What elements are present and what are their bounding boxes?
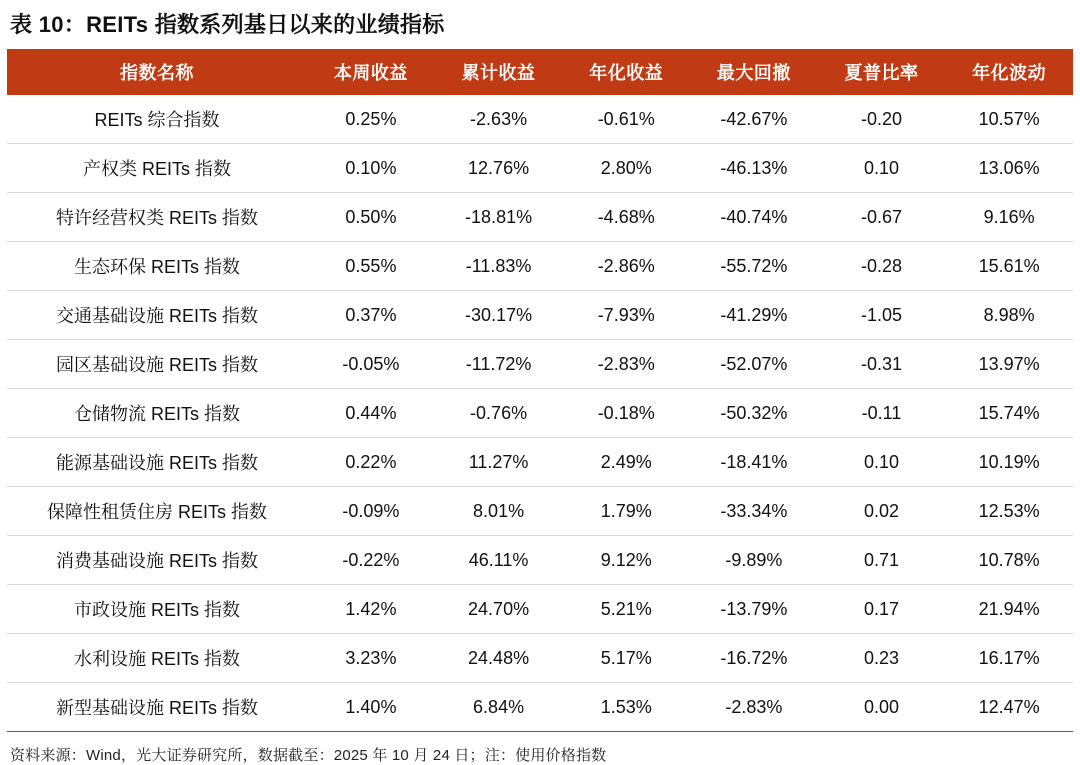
table-row bbox=[7, 487, 1073, 536]
table-body bbox=[7, 95, 1073, 732]
cell-annualized-volatility: 12.47% bbox=[945, 683, 1073, 732]
cell-weekly-return: -0.22% bbox=[307, 536, 435, 585]
cell-cumulative-return: 6.84% bbox=[435, 683, 563, 732]
cell-weekly-return: 0.10% bbox=[307, 144, 435, 193]
row-label: 特许经营权类 REITs 指数 bbox=[7, 193, 307, 242]
cell-sharpe-ratio: 0.17 bbox=[818, 585, 946, 634]
cell-sharpe-ratio: 0.23 bbox=[818, 634, 946, 683]
cell-weekly-return: -0.05% bbox=[307, 340, 435, 389]
cell-sharpe-ratio: -0.11 bbox=[818, 389, 946, 438]
cell-annualized-return: 5.21% bbox=[562, 585, 690, 634]
cell-annualized-volatility: 10.19% bbox=[945, 438, 1073, 487]
row-label: 产权类 REITs 指数 bbox=[7, 144, 307, 193]
cell-max-drawdown: -46.13% bbox=[690, 144, 818, 193]
cell-sharpe-ratio: 0.10 bbox=[818, 144, 946, 193]
cell-sharpe-ratio: -0.67 bbox=[818, 193, 946, 242]
cell-annualized-return: 2.80% bbox=[562, 144, 690, 193]
cell-annualized-return: -0.61% bbox=[562, 95, 690, 144]
cell-annualized-volatility: 8.98% bbox=[945, 291, 1073, 340]
column-header-annualized-volatility: 年化波动 bbox=[945, 49, 1073, 95]
column-header-max-drawdown: 最大回撤 bbox=[690, 49, 818, 95]
cell-sharpe-ratio: -0.28 bbox=[818, 242, 946, 291]
cell-sharpe-ratio: 0.02 bbox=[818, 487, 946, 536]
cell-max-drawdown: -55.72% bbox=[690, 242, 818, 291]
cell-max-drawdown: -50.32% bbox=[690, 389, 818, 438]
cell-max-drawdown: -42.67% bbox=[690, 95, 818, 144]
table-row bbox=[7, 193, 1073, 242]
table-row bbox=[7, 340, 1073, 389]
cell-max-drawdown: -52.07% bbox=[690, 340, 818, 389]
row-label: 市政设施 REITs 指数 bbox=[7, 585, 307, 634]
cell-annualized-volatility: 12.53% bbox=[945, 487, 1073, 536]
cell-weekly-return: 0.44% bbox=[307, 389, 435, 438]
cell-max-drawdown: -13.79% bbox=[690, 585, 818, 634]
table-row bbox=[7, 242, 1073, 291]
cell-annualized-return: 9.12% bbox=[562, 536, 690, 585]
cell-weekly-return: 0.55% bbox=[307, 242, 435, 291]
cell-cumulative-return: 24.48% bbox=[435, 634, 563, 683]
cell-weekly-return: 0.50% bbox=[307, 193, 435, 242]
table-row bbox=[7, 634, 1073, 683]
cell-max-drawdown: -40.74% bbox=[690, 193, 818, 242]
table-row bbox=[7, 144, 1073, 193]
cell-annualized-return: -2.83% bbox=[562, 340, 690, 389]
reits-performance-table bbox=[7, 49, 1073, 732]
cell-weekly-return: 0.37% bbox=[307, 291, 435, 340]
column-header-annualized-return: 年化收益 bbox=[562, 49, 690, 95]
row-label: 水利设施 REITs 指数 bbox=[7, 634, 307, 683]
table-header bbox=[7, 49, 1073, 95]
cell-cumulative-return: 12.76% bbox=[435, 144, 563, 193]
cell-cumulative-return: -11.72% bbox=[435, 340, 563, 389]
cell-sharpe-ratio: 0.00 bbox=[818, 683, 946, 732]
cell-annualized-return: 1.53% bbox=[562, 683, 690, 732]
table-row bbox=[7, 389, 1073, 438]
row-label: 能源基础设施 REITs 指数 bbox=[7, 438, 307, 487]
cell-max-drawdown: -41.29% bbox=[690, 291, 818, 340]
cell-annualized-volatility: 16.17% bbox=[945, 634, 1073, 683]
cell-weekly-return: 1.40% bbox=[307, 683, 435, 732]
table-row bbox=[7, 536, 1073, 585]
table-row bbox=[7, 291, 1073, 340]
cell-annualized-volatility: 13.06% bbox=[945, 144, 1073, 193]
cell-cumulative-return: 46.11% bbox=[435, 536, 563, 585]
row-label: 保障性租赁住房 REITs 指数 bbox=[7, 487, 307, 536]
table-row bbox=[7, 438, 1073, 487]
cell-cumulative-return: 8.01% bbox=[435, 487, 563, 536]
cell-weekly-return: -0.09% bbox=[307, 487, 435, 536]
cell-annualized-return: 2.49% bbox=[562, 438, 690, 487]
column-header-cumulative-return: 累计收益 bbox=[435, 49, 563, 95]
table-row bbox=[7, 95, 1073, 144]
cell-annualized-return: -7.93% bbox=[562, 291, 690, 340]
cell-weekly-return: 3.23% bbox=[307, 634, 435, 683]
cell-annualized-return: 5.17% bbox=[562, 634, 690, 683]
row-label: 消费基础设施 REITs 指数 bbox=[7, 536, 307, 585]
cell-max-drawdown: -18.41% bbox=[690, 438, 818, 487]
source-note: 资料来源：Wind，光大证券研究所，数据截至：2025 年 10 月 24 日；注：使用价格指数 bbox=[10, 747, 607, 764]
cell-weekly-return: 0.25% bbox=[307, 95, 435, 144]
cell-annualized-volatility: 15.74% bbox=[945, 389, 1073, 438]
cell-annualized-return: -4.68% bbox=[562, 193, 690, 242]
cell-sharpe-ratio: 0.10 bbox=[818, 438, 946, 487]
table-row bbox=[7, 585, 1073, 634]
page-title: 表 10：REITs 指数系列基日以来的业绩指标 bbox=[10, 12, 445, 37]
cell-cumulative-return: 11.27% bbox=[435, 438, 563, 487]
cell-annualized-volatility: 13.97% bbox=[945, 340, 1073, 389]
cell-annualized-return: -0.18% bbox=[562, 389, 690, 438]
row-label: 新型基础设施 REITs 指数 bbox=[7, 683, 307, 732]
row-label: 交通基础设施 REITs 指数 bbox=[7, 291, 307, 340]
cell-weekly-return: 1.42% bbox=[307, 585, 435, 634]
row-label: 仓储物流 REITs 指数 bbox=[7, 389, 307, 438]
cell-annualized-return: -2.86% bbox=[562, 242, 690, 291]
cell-max-drawdown: -33.34% bbox=[690, 487, 818, 536]
cell-max-drawdown: -9.89% bbox=[690, 536, 818, 585]
table-header-row bbox=[7, 49, 1073, 95]
cell-cumulative-return: -18.81% bbox=[435, 193, 563, 242]
column-header-sharpe-ratio: 夏普比率 bbox=[818, 49, 946, 95]
column-header-index-name: 指数名称 bbox=[7, 49, 307, 95]
cell-annualized-volatility: 10.57% bbox=[945, 95, 1073, 144]
cell-sharpe-ratio: -1.05 bbox=[818, 291, 946, 340]
row-label: 园区基础设施 REITs 指数 bbox=[7, 340, 307, 389]
cell-max-drawdown: -16.72% bbox=[690, 634, 818, 683]
cell-cumulative-return: 24.70% bbox=[435, 585, 563, 634]
cell-cumulative-return: -0.76% bbox=[435, 389, 563, 438]
cell-cumulative-return: -2.63% bbox=[435, 95, 563, 144]
row-label: 生态环保 REITs 指数 bbox=[7, 242, 307, 291]
column-header-weekly-return: 本周收益 bbox=[307, 49, 435, 95]
table-row bbox=[7, 683, 1073, 732]
row-label: REITs 综合指数 bbox=[7, 95, 307, 144]
cell-max-drawdown: -2.83% bbox=[690, 683, 818, 732]
cell-sharpe-ratio: -0.31 bbox=[818, 340, 946, 389]
cell-weekly-return: 0.22% bbox=[307, 438, 435, 487]
cell-sharpe-ratio: 0.71 bbox=[818, 536, 946, 585]
cell-annualized-volatility: 15.61% bbox=[945, 242, 1073, 291]
cell-cumulative-return: -30.17% bbox=[435, 291, 563, 340]
cell-annualized-volatility: 21.94% bbox=[945, 585, 1073, 634]
cell-cumulative-return: -11.83% bbox=[435, 242, 563, 291]
cell-annualized-volatility: 10.78% bbox=[945, 536, 1073, 585]
cell-sharpe-ratio: -0.20 bbox=[818, 95, 946, 144]
cell-annualized-volatility: 9.16% bbox=[945, 193, 1073, 242]
cell-annualized-return: 1.79% bbox=[562, 487, 690, 536]
